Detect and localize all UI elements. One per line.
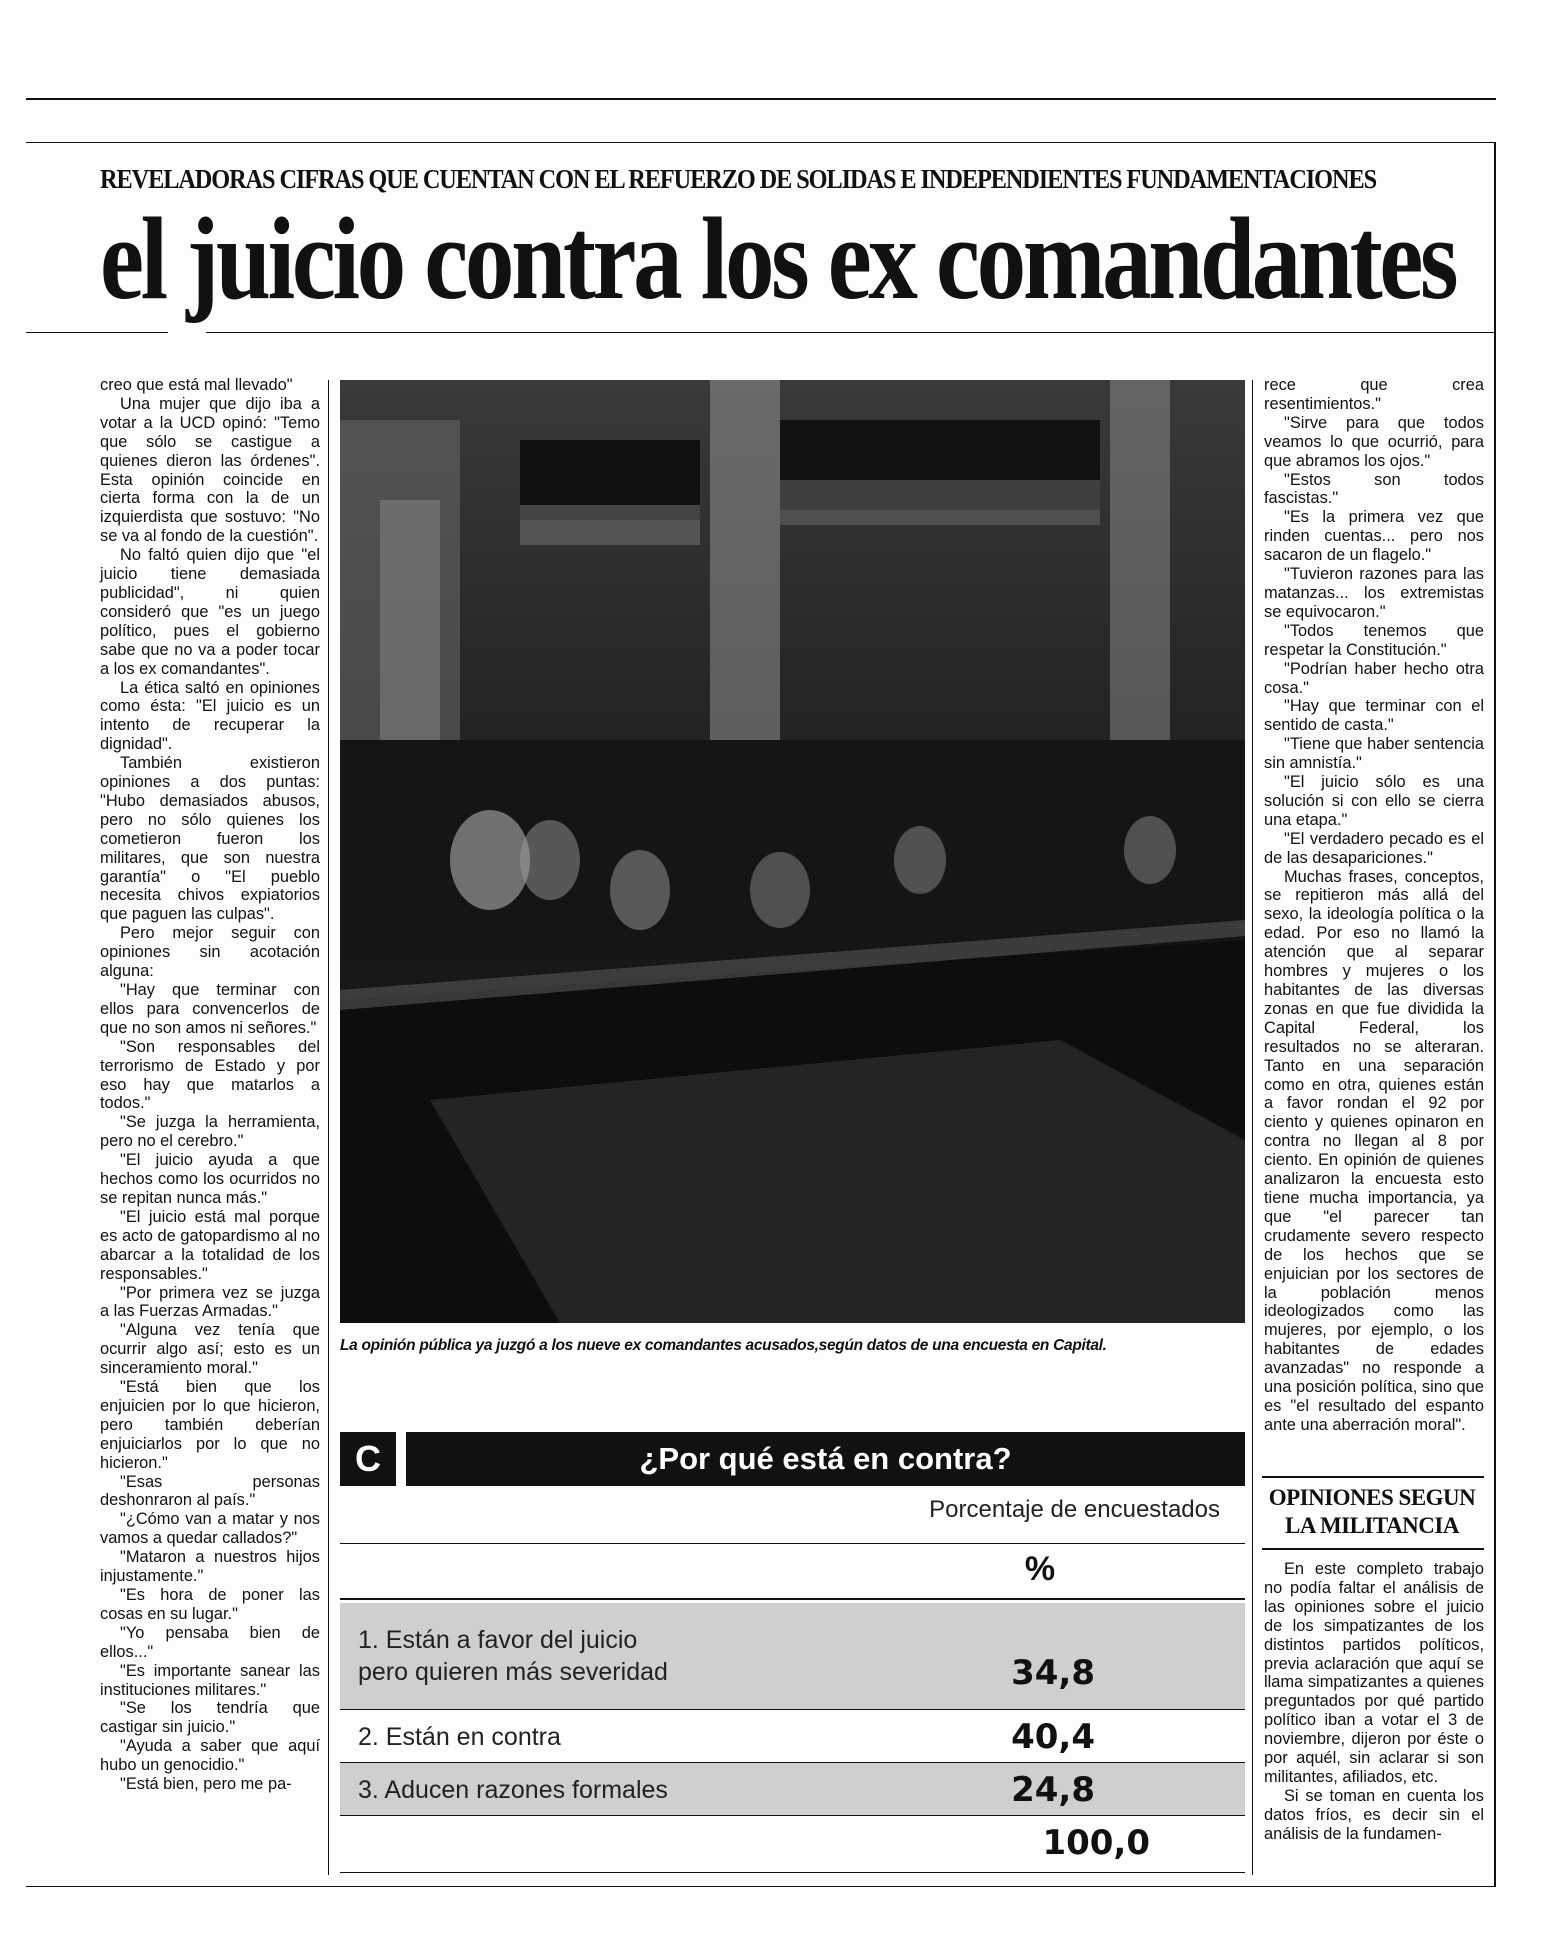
courtroom-photo [340,380,1245,1323]
paragraph: En este completo trabajo no podía faltar el análisis de las opiniones sobre el juicio de los simpatizantes de los distintos partidos políticos, previa aclaración que aquí se llama simpatizantes a quienes preguntados por qué partido político iban a votar el 3 de noviembre, dijeron por éste o por aquél, sin aclarar si son militantes, afiliados, etc. [1264,1560,1484,1786]
chart-row-1 [340,1603,1245,1709]
paragraph: "Es hora de poner las cosas en su lugar." [100,1586,320,1623]
paragraph: "El juicio ayuda a que hechos como los ocurridos no se repitan nunca más." [100,1151,320,1207]
chart-row-2-value: 40,4 [1011,1717,1095,1757]
paragraph: "Hay que terminar con ellos para convencerlos de que no son amos ni señores." [100,981,320,1037]
paragraph: "Se los tendría que castigar sin juicio." [100,1699,320,1737]
paragraph: "Hay que terminar con el sentido de casta." [1264,697,1484,735]
paragraph: "Ayuda a saber que aquí hubo un genocidio." [100,1737,320,1775]
paragraph: "El verdadero pecado es el de las desapariciones." [1264,829,1484,867]
frame-right-rule [1494,142,1496,1887]
chart-header [340,1432,1245,1486]
chart-rule-6 [340,1872,1245,1873]
sidebar-text [1264,1560,1484,1844]
frame-top-rule [26,142,1496,143]
paragraph: "Estos son todos fascistas." [1264,470,1484,508]
paragraph: "El juicio sólo es una solución si con ello se cierra una etapa." [1264,773,1484,829]
frame-bottom-rule [26,1886,1496,1887]
paragraph: "Por primera vez se juzga a las Fuerzas Armadas." [100,1283,320,1321]
chart-row-1-label [358,1624,668,1688]
chart-row-1-value: 34,8 [1011,1653,1095,1693]
paragraph: Pero mejor seguir con opiniones sin acotación alguna: [100,924,320,981]
chart-title: ¿Por qué está en contra? [406,1432,1245,1486]
paragraph: "Son responsables del terrorismo de Estado y por eso hay que matarlos a todos." [100,1037,320,1113]
sidebar-title-line1: OPINIONES SEGUN [1268,1485,1476,1510]
paragraph: La ética saltó en opiniones como ésta: "El juicio es un intento de recuperar la dignidad". [100,678,320,754]
kicker: REVELADORAS CIFRAS QUE CUENTAN CON EL REFUERZO DE SOLIDAS E INDEPENDIENTES FUNDAMENTACIONES [100,164,1377,194]
top-rule [26,98,1496,100]
headline: el juicio contra los ex comandantes [100,193,1456,324]
paragraph: "Yo pensaba bien de ellos..." [100,1623,320,1661]
paragraph: "Es importante sanear las instituciones militares." [100,1661,320,1699]
chart-row-3-label: 3. Aducen razones formales [358,1776,668,1804]
chart-total-value: 100,0 [1042,1823,1150,1863]
paragraph: También existieron opiniones a dos puntas: "Hubo demasiados abusos, pero no sólo quienes los cometieron fueron los militares, que son nuestra garantía" o "El pueblo necesita chivos expiatorios que paguen las culpas". [100,754,320,924]
right-column [1264,376,1484,1435]
paragraph: Muchas frases, conceptos, se repitieron más allá del sexo, la ideología política o la edad. Por eso no llamó la atención que al separar hombres y mujeres o los habitantes de las diversas zonas en que fue dividida la Capital Federal, los resultados no se alteraran. Tanto en una separación como en otra, quienes están a favor rondan el 92 por ciento y quienes opinaron en contra no llegan al 8 por ciento. En opinión de quienes analizaron la encuesta esto tiene mucha importancia, ya que "el parecer tan crudamente severo respecto de los hechos que se enjuician por los sectores de la población menos ideologizados como las mujeres, por ejemplo, o los habitantes de edades avanzadas" no responde a una posición política, sino que es "el resultado del espanto ante una aberración moral". [1264,867,1484,1434]
paragraph: "Tuvieron razones para las matanzas... los extremistas se equivocaron." [1264,565,1484,621]
chart-row-3 [340,1763,1245,1815]
sidebar-title [1262,1484,1482,1540]
paragraph: "¿Cómo van a matar y nos vamos a quedar callados?" [100,1510,320,1548]
headline-underline-left [26,332,168,333]
left-column [100,376,320,1794]
column-divider-left [328,380,329,1875]
photo-caption: La opinión pública ya juzgó a los nueve ex comandantes acusados,según datos de una encuesta en Capital. [340,1337,1107,1354]
chart-column-header: Porcentaje de encuestados [929,1496,1220,1523]
chart-rule-2 [340,1598,1245,1600]
chart-row-1-label-line2: pero quieren más severidad [358,1658,668,1686]
chart-row-3-value: 24,8 [1011,1770,1095,1810]
chart-row-2-label: 2. Están en contra [358,1723,561,1751]
paragraph: "Alguna vez tenía que ocurrir algo así; esto es un sinceramiento moral." [100,1321,320,1378]
chart-row-2 [340,1710,1245,1762]
headline-underline-right [206,332,1496,333]
paragraph: No faltó quien dijo que "el juicio tiene demasiada publicidad", ni quien consideró que "es un juego político, pues el gobierno sabe que no va a poder tocar a los ex comandantes". [100,546,320,678]
paragraph: "El juicio está mal porque es acto de gatopardismo al no abarcar a la totalidad de los responsables." [100,1207,320,1283]
paragraph: "Esas personas deshonraron al país." [100,1472,320,1510]
chart-letter-badge: C [340,1432,396,1486]
paragraph: "Todos tenemos que respetar la Constitución." [1264,621,1484,659]
paragraph: "Está bien que los enjuicien por lo que hicieron, pero también deberían enjuiciarlos por lo que no hicieron." [100,1378,320,1472]
paragraph: "Está bien, pero me pa- [120,1775,292,1794]
paragraph: Si se toman en cuenta los datos fríos, es decir sin el análisis de la fundamen- [1264,1786,1484,1843]
chart-unit: % [1024,1550,1056,1588]
paragraph: rece que crea resentimientos." [1264,376,1484,413]
paragraph: "Tiene que haber sentencia sin amnistía." [1264,735,1484,773]
paragraph: "Se juzga la herramienta, pero no el cerebro." [100,1113,320,1151]
sidebar-top-rule [1262,1476,1484,1478]
chart-rule-5 [340,1815,1245,1816]
chart-rule-1 [340,1543,1245,1544]
paragraph: "Sirve para que todos veamos lo que ocurrió, para que abramos los ojos." [1264,413,1484,470]
paragraph: Una mujer que dijo iba a votar a la UCD opinó: "Temo que sólo se castigue a quienes dieron las órdenes". Esta opinión coincide en cierta forma con la de un izquierdista que sostuvo: "No se va al fondo de la cuestión". [100,394,320,546]
sidebar-title-rule [1262,1548,1484,1550]
paragraph: creo que está mal llevado" [100,376,293,394]
chart-row-1-label-line1: 1. Están a favor del juicio [358,1626,638,1654]
column-divider-right [1252,380,1253,1875]
paragraph: "Podrían haber hecho otra cosa." [1264,659,1484,697]
paragraph: "Es la primera vez que rinden cuentas... pero nos sacaron de un flagelo." [1264,508,1484,565]
paragraph: "Mataron a nuestros hijos injustamente." [100,1548,320,1586]
sidebar-title-line2: LA MILITANCIA [1285,1513,1459,1538]
